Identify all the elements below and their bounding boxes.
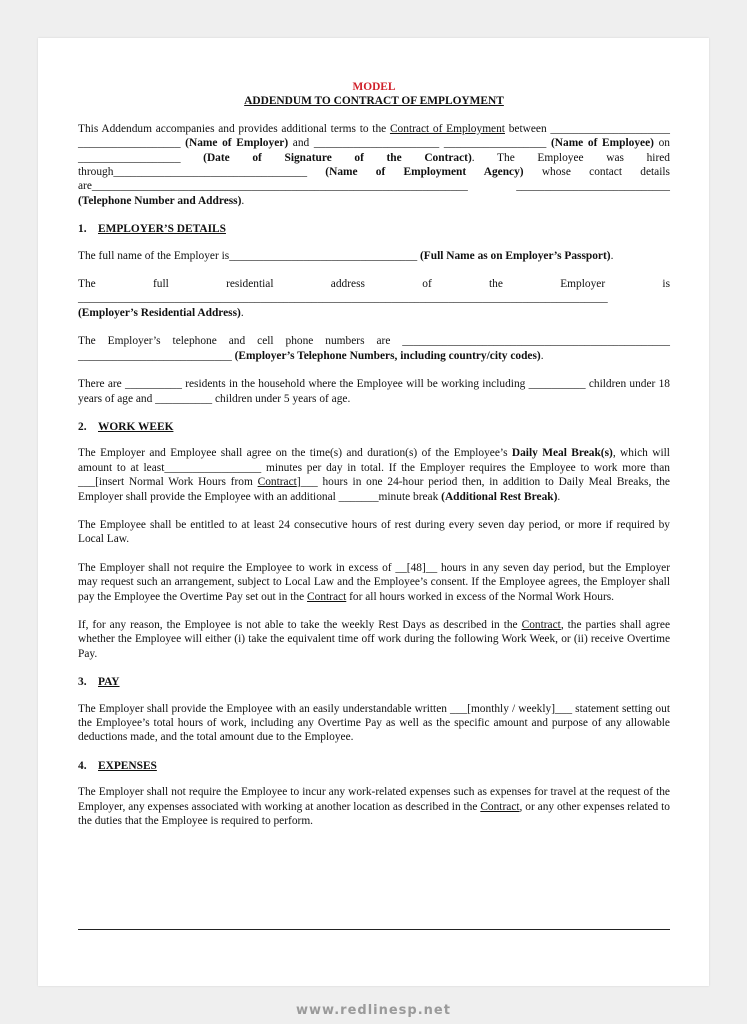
paragraph-text: .: [540, 349, 544, 362]
contract-link[interactable]: Contract: [480, 800, 520, 813]
expenses-paragraph: [78, 785, 670, 828]
section-number: 4.: [78, 759, 87, 772]
additional-rest-break-label: (Additional Rest Break): [441, 490, 558, 503]
passport-name-label: (Full Name as on Employer’s Passport): [420, 249, 611, 262]
document-title: ADDENDUM TO CONTRACT OF EMPLOYMENT: [244, 95, 504, 108]
paragraph-text: ]___ hours in one 24-hour period then, in addition to Daily Meal Breaks, the Employer shall provide the Employee with an additional _______minute break: [78, 476, 670, 503]
residential-address-label: (Employer’s Residential Address): [78, 306, 241, 319]
section-number: 3.: [78, 676, 87, 689]
employer-name-label: (Name of Employer): [185, 137, 289, 150]
paragraph-text: , or any other expenses related to the duties that the Employee is required to perform.: [78, 800, 670, 828]
employer-phone-paragraph: [78, 334, 670, 363]
intro-paragraph: [78, 122, 670, 208]
section-title: EXPENSES: [98, 759, 157, 772]
meal-break-paragraph: [78, 446, 670, 504]
watermark: www.redlinesp.net: [296, 1003, 451, 1018]
section-heading-work-week: [78, 420, 670, 434]
agency-name-label: (Name of Employment Agency): [325, 166, 524, 179]
intro-text: on __________________: [78, 137, 670, 164]
paragraph-text: The Employer’s telephone and cell phone numbers are _______________________________________________ ___________________________: [78, 335, 670, 362]
household-residents-paragraph: There are __________ residents in the household where the Employee will be working including __________ children under 18 years of age and __________ children under 5 years of age.: [78, 378, 670, 405]
paragraph-text: , which will amount to at least_________________ minutes per day in total. If the Employer requires the Employee to work more than ___[insert Normal Work Hours from: [78, 447, 670, 489]
overtime-paragraph: [78, 561, 670, 604]
intro-text: This Addendum accompanies and provides additional terms to the: [78, 122, 390, 135]
section-title: EMPLOYER’S DETAILS: [98, 223, 226, 236]
telephone-address-label: (Telephone Number and Address): [78, 194, 242, 207]
model-label: MODEL: [352, 81, 396, 93]
pay-statement-paragraph: The Employer shall provide the Employee with an easily understandable written ___[monthly / weekly]___ statement setting out the Employee’s total hours of work, including any Overtime Pay as well as the specific amount and purpose of any allowable deductions made, and the total amount due to the Employee.: [78, 702, 670, 744]
contract-link[interactable]: Contract: [521, 618, 561, 631]
employer-name-paragraph: [78, 249, 670, 263]
document-content: [78, 80, 670, 842]
footer-divider: [78, 929, 670, 930]
contract-link[interactable]: Contract: [257, 476, 297, 489]
paragraph-text: The full name of the Employer is_________________________________: [78, 249, 420, 262]
section-heading-expenses: [78, 759, 670, 773]
contract-of-employment-link[interactable]: Contract of Employment: [389, 122, 505, 135]
section-number: 1.: [78, 223, 87, 236]
paragraph-text: , the parties shall agree whether the Employee will either (i) take the equivalent time off work during the following Work Week, or (ii) receive Overtime Pay.: [78, 618, 670, 660]
paragraph-text: The Employer and Employee shall agree on the time(s) and duration(s) of the Employee’s: [78, 447, 512, 460]
document-page: [38, 38, 709, 986]
employer-address-paragraph: [78, 277, 670, 320]
paragraph-text: If, for any reason, the Employee is not able to take the weekly Rest Days as described in the: [78, 618, 522, 631]
signature-date-label: (Date of Signature of the Contract): [203, 151, 472, 164]
paragraph-text: The Employer shall not require the Employee to work in excess of __[48]__ hours in any seven day period, but the Employer may request such an arrangement, subject to Local Law and the Employee’s consent. If the Employee agrees, the Employer shall pay the Employee the Overtime Pay set out in the: [78, 561, 670, 603]
intro-text: and ______________________ __________________: [288, 137, 551, 150]
telephone-numbers-label: (Employer’s Telephone Numbers, including country/city codes): [234, 349, 541, 362]
rest-period-paragraph: The Employee shall be entitled to at least 24 consecutive hours of rest during every seven day period, or more if required by Local Law.: [78, 518, 670, 546]
paragraph-text: The Employer shall not require the Employee to incur any work-related expenses such as expenses for travel at the request of the Employer, any expenses associated with working at another location as described in the: [78, 786, 670, 813]
section-heading-pay: [78, 675, 670, 689]
rest-days-paragraph: [78, 618, 670, 661]
paragraph-text: .: [240, 306, 244, 319]
intro-text: . The Employee was hired through__________________________________: [78, 151, 670, 179]
daily-meal-break-label: Daily Meal Break(s): [511, 447, 613, 460]
paragraph-text: .: [610, 249, 614, 262]
section-heading-employers-details: [78, 222, 670, 236]
paragraph-text: for all hours worked in excess of the Normal Work Hours.: [346, 590, 615, 603]
section-title: WORK WEEK: [98, 420, 174, 433]
employee-name-label: (Name of Employee): [550, 137, 654, 150]
contract-link[interactable]: Contract: [307, 590, 347, 603]
intro-text: between _____________________ __________________: [78, 122, 670, 150]
paragraph-text: .: [557, 490, 561, 503]
paragraph-text: The full residential address of the Employer is _____________________________________________________________________________________________: [78, 278, 670, 305]
intro-text: whose contact details are__________________________________________________________________ ___________________________: [78, 166, 670, 193]
intro-text: .: [241, 194, 245, 207]
section-title: PAY: [98, 676, 120, 689]
section-number: 2.: [78, 420, 87, 433]
